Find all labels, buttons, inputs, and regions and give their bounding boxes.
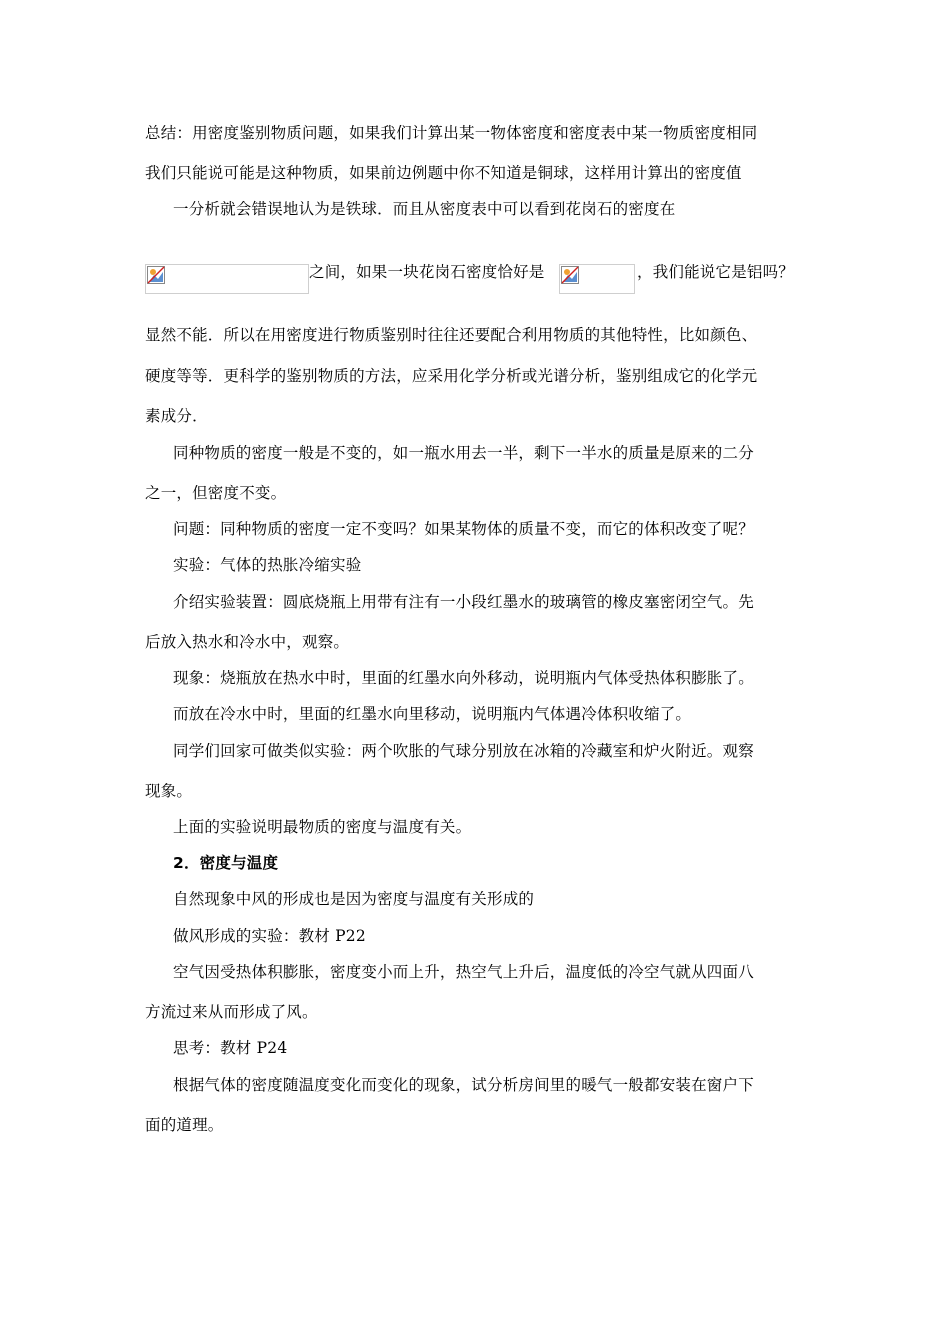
paragraph-line: 问题：同种物质的密度一定不变吗？如果某物体的质量不变，而它的体积改变了呢？ [173,520,754,538]
paragraph-line: 显然不能．所以在用密度进行物质鉴别时往往还要配合利用物质的其他特性，比如颜色、 [145,326,758,344]
paragraph-line: 上面的实验说明最物质的密度与温度有关。 [173,818,472,836]
paragraph-line: 硬度等等．更科学的鉴别物质的方法，应采用化学分析或光谱分析，鉴别组成它的化学元 [145,367,758,385]
paragraph-line: 而放在冷水中时，里面的红墨水向里移动，说明瓶内气体遇冷体积收缩了。 [173,705,692,723]
formula-image-placeholder [559,264,635,294]
paragraph-line: 现象：烧瓶放在热水中时，里面的红墨水向外移动，说明瓶内气体受热体积膨胀了。 [173,669,754,687]
paragraph-line: 素成分． [145,407,208,425]
formula-image-placeholder [145,264,309,294]
section-heading: 2．密度与温度 [173,854,279,872]
paragraph-inline-text: ，我们能说它是铝吗？ [637,263,795,281]
paragraph-line: 方流过来从而形成了风。 [145,1003,318,1021]
paragraph-line: 同种物质的密度一般是不变的，如一瓶水用去一半，剩下一半水的质量是原来的二分 [173,444,754,462]
paragraph-line: 总结：用密度鉴别物质问题，如果我们计算出某一物体密度和密度表中某一物质密度相同 [145,124,758,142]
paragraph-line: 现象。 [145,782,193,800]
paragraph-line: 一分析就会错误地认为是铁球．而且从密度表中可以看到花岗石的密度在 [173,200,676,218]
paragraph-line: 之一，但密度不变。 [145,484,287,502]
paragraph-line: 同学们回家可做类似实验：两个吹胀的气球分别放在冰箱的冷藏室和炉火附近。观察 [173,742,754,760]
paragraph-line: 我们只能说可能是这种物质，如果前边例题中你不知道是铜球，这样用计算出的密度值 [145,164,742,182]
paragraph-inline-text: 之间，如果一块花岗石密度恰好是 [309,263,545,281]
paragraph-line: 思考：教材 P24 [173,1039,288,1057]
paragraph-line: 根据气体的密度随温度变化而变化的现象，试分析房间里的暖气一般都安装在窗户下 [173,1076,754,1094]
paragraph-line: 后放入热水和冷水中，观察。 [145,633,350,651]
paragraph-line: 介绍实验装置：圆底烧瓶上用带有注有一小段红墨水的玻璃管的橡皮塞密闭空气。先 [173,593,754,611]
paragraph-line: 实验：气体的热胀冷缩实验 [173,556,362,574]
paragraph-line: 自然现象中风的形成也是因为密度与温度有关形成的 [173,890,535,908]
paragraph-line: 做风形成的实验：教材 P22 [173,927,366,945]
broken-image-icon [561,266,579,284]
paragraph-line: 空气因受热体积膨胀，密度变小而上升，热空气上升后，温度低的冷空气就从四面八 [173,963,754,981]
broken-image-icon [147,266,165,284]
paragraph-line: 面的道理。 [145,1116,224,1134]
